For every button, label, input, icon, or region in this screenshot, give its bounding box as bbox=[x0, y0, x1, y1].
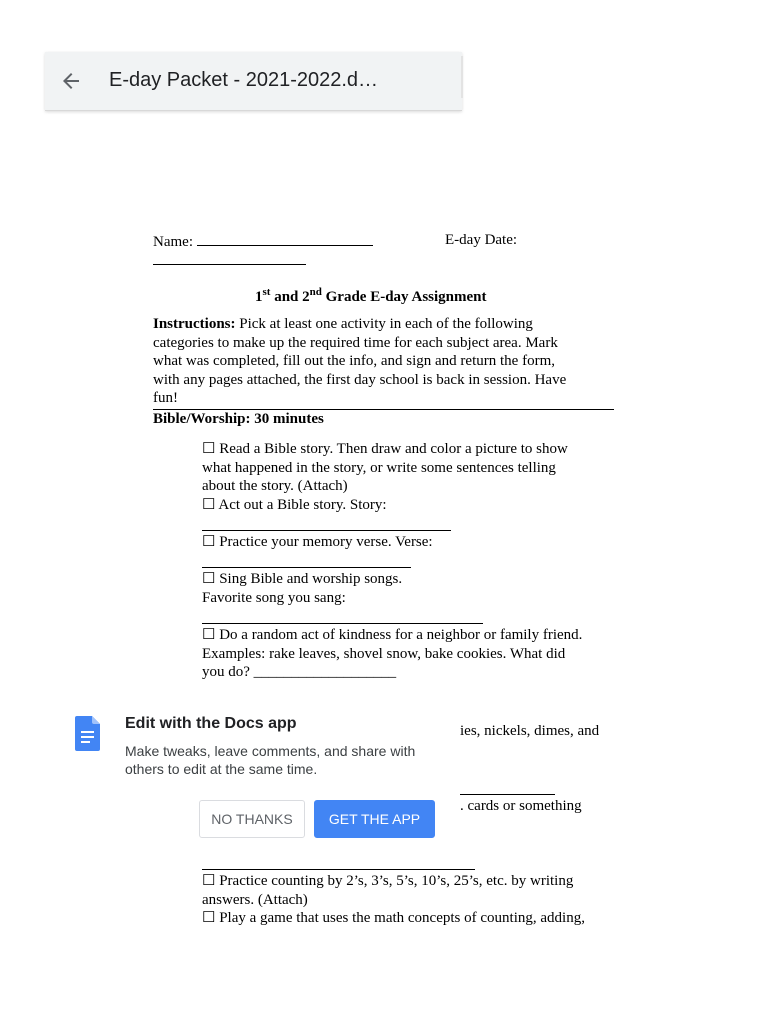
instructions-line: fun! bbox=[153, 390, 178, 406]
list-item: you do? ___________________ bbox=[202, 664, 397, 680]
name-label: Name: bbox=[153, 234, 193, 250]
list-item: ☐ Practice counting by 2’s, 3’s, 5’s, 10’s, 25’s, etc. by writing bbox=[202, 873, 574, 889]
verse-blank bbox=[202, 567, 411, 568]
list-item: ies, nickels, dimes, and bbox=[460, 723, 600, 739]
heading-part: 1 bbox=[255, 289, 263, 305]
list-item: ☐ Read a Bible story. Then draw and color a picture to show bbox=[202, 441, 568, 457]
name-blank bbox=[197, 231, 373, 246]
no-thanks-button[interactable]: NO THANKS bbox=[199, 800, 305, 838]
date-blank bbox=[153, 250, 306, 265]
song-blank bbox=[202, 623, 483, 624]
banner-title: Edit with the Docs app bbox=[125, 715, 297, 732]
heading-sup: nd bbox=[309, 286, 322, 298]
instructions-label: Instructions: bbox=[153, 316, 236, 332]
name-field bbox=[153, 231, 373, 252]
date-label: E-day Date: bbox=[445, 232, 518, 248]
docs-app-icon bbox=[75, 716, 100, 751]
list-item: ☐ Play a game that uses the math concepts of counting, adding, bbox=[202, 910, 585, 926]
list-item: what happened in the story, or write some sentences telling bbox=[202, 459, 556, 476]
instructions-line: what was completed, fill out the info, and sign and return the form, bbox=[153, 353, 555, 369]
list-item: ☐ Do a random act of kindness for a neighbor or family friend. bbox=[202, 627, 583, 643]
list-item: answers. (Attach) bbox=[202, 891, 308, 908]
date-blank-row bbox=[153, 250, 306, 271]
bible-items bbox=[202, 440, 568, 514]
kindness-item bbox=[202, 626, 582, 682]
heading-part: and 2 bbox=[270, 289, 310, 305]
blank-line bbox=[202, 869, 475, 870]
instructions-line: with any pages attached, the first day school is back in session. Have bbox=[153, 371, 567, 388]
math-items bbox=[202, 872, 585, 928]
document-title: E-day Packet - 2021-2022.d… bbox=[109, 69, 379, 91]
instructions-block bbox=[153, 315, 566, 408]
blank-line bbox=[460, 794, 555, 795]
list-item: ☐ Sing Bible and worship songs. bbox=[202, 571, 403, 587]
list-item: ☐ Act out a Bible story. Story: bbox=[202, 496, 387, 513]
list-item: Examples: rake leaves, shovel snow, bake cookies. What did bbox=[202, 645, 566, 662]
story-blank bbox=[202, 530, 451, 531]
heading-sup: st bbox=[262, 286, 271, 298]
list-item: . cards or something bbox=[460, 798, 582, 814]
banner-description: Make tweaks, leave comments, and share with others to edit at the same time. bbox=[125, 743, 416, 777]
instructions-line: Pick at least one activity in each of the following bbox=[235, 316, 533, 332]
heading-part: Grade E-day Assignment bbox=[321, 289, 487, 305]
assignment-heading bbox=[255, 283, 487, 307]
list-item: ☐ Practice your memory verse. Verse: bbox=[202, 534, 433, 550]
get-the-app-button[interactable]: GET THE APP bbox=[314, 800, 435, 838]
section-bible-heading: Bible/Worship: 30 minutes bbox=[153, 411, 324, 427]
list-item: about the story. (Attach) bbox=[202, 478, 348, 494]
instructions-line: categories to make up the required time for each subject area. Mark bbox=[153, 334, 558, 351]
list-item: Favorite song you sang: bbox=[202, 590, 346, 606]
